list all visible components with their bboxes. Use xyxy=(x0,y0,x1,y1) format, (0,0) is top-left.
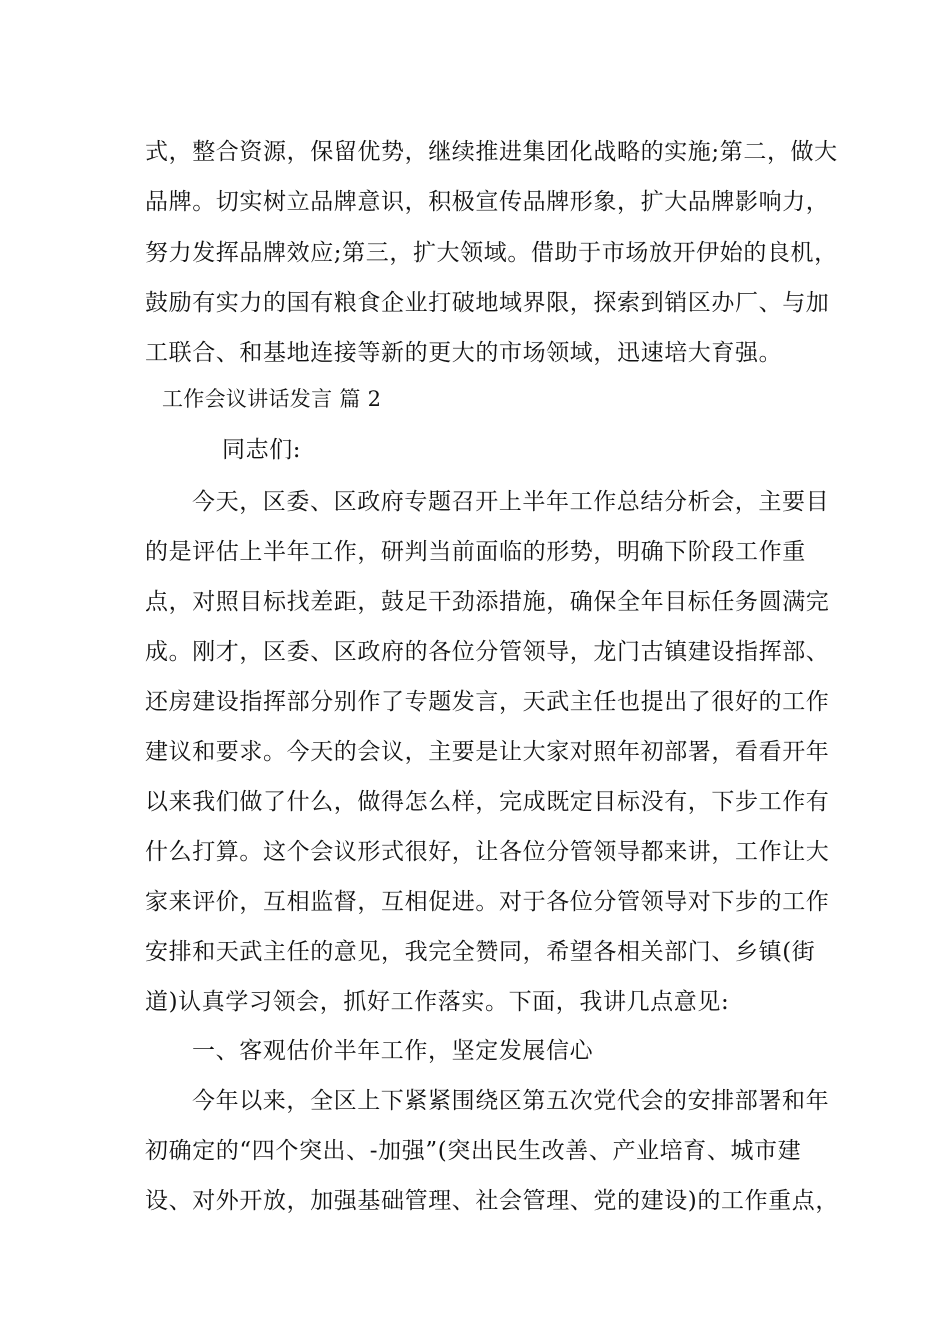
body-text-line: 今年以来，全区上下紧紧围绕区第五次党代会的安排部署和年 xyxy=(192,1088,830,1114)
body-text-line: 的是评估上半年工作，研判当前面临的形势，明确下阶段工作重 xyxy=(145,539,806,565)
body-text-line: 成。刚才，区委、区政府的各位分管领导，龙门古镇建设指挥部、 xyxy=(145,639,830,665)
body-text-line: 家来评价，互相监督，互相促进。对于各位分管领导对下步的工作 xyxy=(145,889,830,915)
body-text-line: 式，整合资源，保留优势，继续推进集团化战略的实施;第二，做大 xyxy=(145,139,838,165)
section-heading: 一、客观估价半年工作，坚定发展信心 xyxy=(192,1038,594,1064)
body-text-line: 还房建设指挥部分别作了专题发言，天武主任也提出了很好的工作 xyxy=(145,689,830,715)
body-text-line: 以来我们做了什么，做得怎么样，完成既定目标没有，下步工作有 xyxy=(145,789,830,815)
body-text-line: 道)认真学习领会，抓好工作落实。下面，我讲几点意见: xyxy=(145,989,730,1015)
salutation: 同志们: xyxy=(222,437,302,463)
body-text-line: 建议和要求。今天的会议，主要是让大家对照年初部署，看看开年 xyxy=(145,739,830,765)
body-text-line: 工联合、和基地连接等新的更大的市场领域，迅速培大育强。 xyxy=(145,340,783,366)
body-text-line: 点，对照目标找差距，鼓足干劲添措施，确保全年目标任务圆满完 xyxy=(145,589,830,615)
body-text-line: 什么打算。这个会议形式很好，让各位分管领导都来讲，工作让大 xyxy=(145,839,830,865)
body-text-line: 鼓励有实力的国有粮食企业打破地域界限，探索到销区办厂、与加 xyxy=(145,290,830,316)
body-text-line: 安排和天武主任的意见，我完全赞同，希望各相关部门、乡镇(街 xyxy=(145,939,816,965)
body-text-line: 初确定的“四个突出、-加强”(突出民生改善、产业培育、城市建 xyxy=(145,1138,802,1164)
body-text-line: 今天，区委、区政府专题召开上半年工作总结分析会，主要目 xyxy=(192,489,830,515)
section-title: 工作会议讲话发言 篇 2 xyxy=(162,387,382,411)
body-text-line: 品牌。切实树立品牌意识，积极宣传品牌形象，扩大品牌影响力， xyxy=(145,189,830,215)
body-text-line: 努力发挥品牌效应;第三，扩大领域。借助于市场放开伊始的良机， xyxy=(145,240,838,266)
body-text-line: 设、对外开放，加强基础管理、社会管理、党的建设)的工作重点， xyxy=(145,1188,839,1214)
